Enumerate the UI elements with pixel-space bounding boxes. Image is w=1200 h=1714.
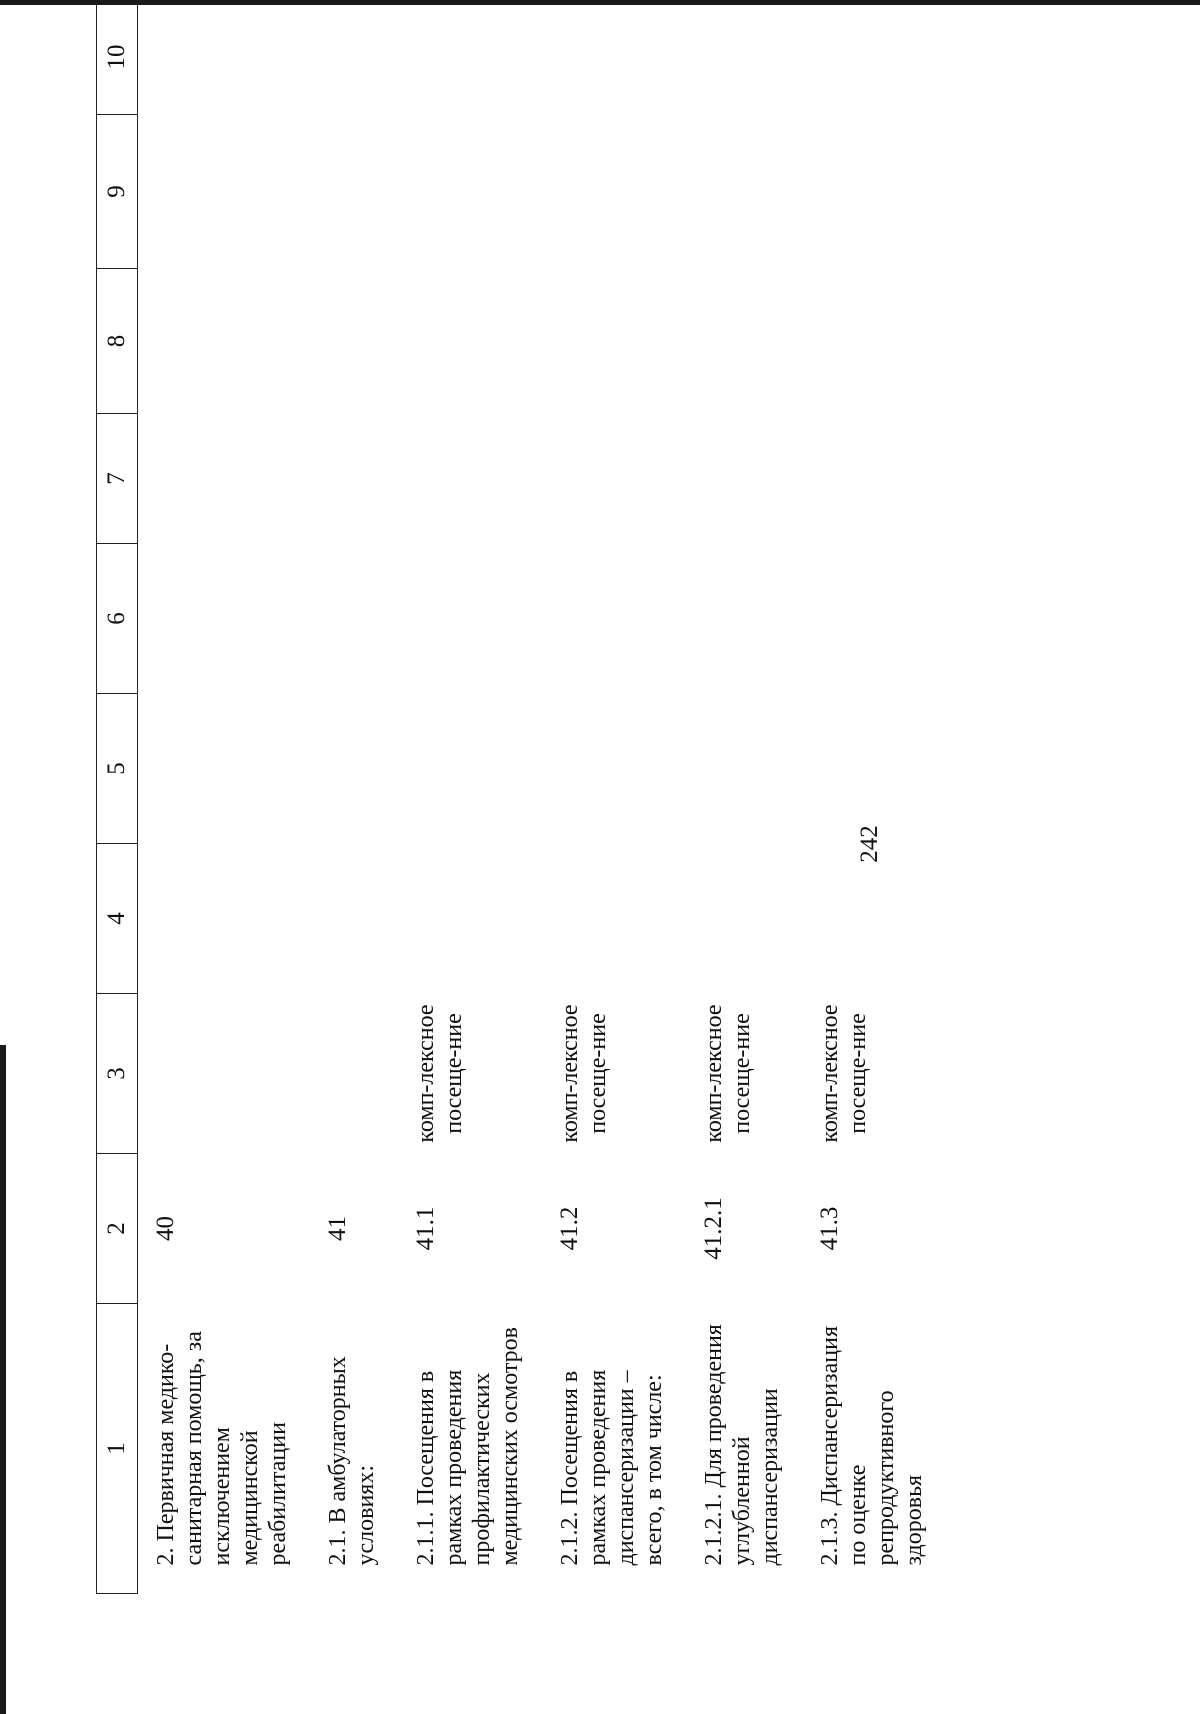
table-row (398, 0, 542, 1594)
row-unit (310, 994, 398, 1154)
row-unit: комп-лексное посеще-ние (413, 1004, 467, 1143)
column-header-4: 4 (97, 844, 138, 994)
column-header-3: 3 (97, 994, 138, 1154)
table-row (802, 0, 946, 1594)
table-row (542, 0, 686, 1594)
row-unit: комп-лексное посеще-ние (557, 1004, 611, 1143)
row-unit (138, 994, 311, 1154)
row-name: 2. Первичная медико-санитарная помощь, за исключением медицинской реабилитации (153, 1331, 291, 1566)
row-name: 2.1.2. Посещения в рамках проведения диспансеризации – всего, в том числе: (557, 1369, 667, 1566)
column-header-2: 2 (97, 1154, 138, 1304)
row-name: 2.1.2.1. Для проведения углубленной диспансеризации (701, 1324, 783, 1566)
row-unit: комп-лексное посеще-ние (701, 1004, 755, 1143)
column-header-10: 10 (97, 0, 138, 115)
row-code: 41.1 (412, 1206, 439, 1251)
row-code: 41.3 (816, 1206, 843, 1251)
table-row (686, 0, 802, 1594)
column-header-9: 9 (97, 115, 138, 269)
row-code: 41.2 (556, 1206, 583, 1251)
document-table (96, 0, 946, 1594)
column-header-5: 5 (97, 694, 138, 844)
row-name: 2.1.1. Посещения в рамках проведения профилактических медицинских осмотров (413, 1327, 523, 1566)
row-code: 41.2.1 (700, 1197, 727, 1260)
row-unit: комп-лексное посеще-ние (817, 1004, 871, 1143)
table-row (138, 0, 311, 1594)
row-name: 2.1. В амбулаторных условиях: (325, 1356, 379, 1566)
column-number-row (97, 0, 138, 1594)
row-code: 40 (152, 1216, 179, 1241)
column-header-8: 8 (97, 269, 138, 414)
row-name: 2.1.3. Диспансеризация по оценке репродуктивного здоровья (817, 1325, 927, 1566)
row-code: 41 (324, 1216, 351, 1241)
table-row (310, 0, 398, 1594)
column-header-6: 6 (97, 544, 138, 694)
page-number: 242 (856, 825, 883, 863)
column-header-7: 7 (97, 414, 138, 544)
column-header-1: 1 (97, 1304, 138, 1594)
